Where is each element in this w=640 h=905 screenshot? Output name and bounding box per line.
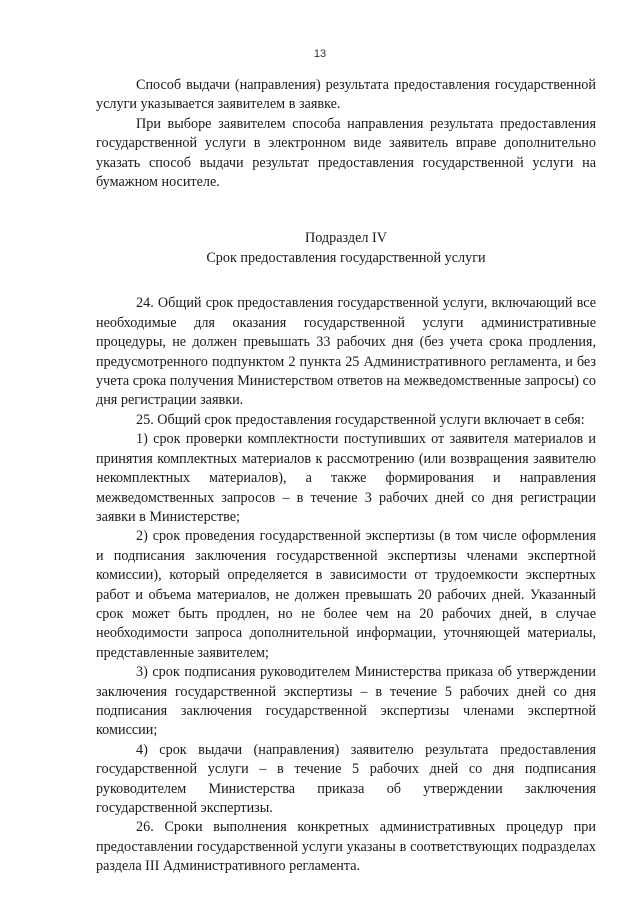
paragraph-26: 26. Сроки выполнения конкретных административных процедур при предоставлении государственной услуги указаны в соответствующих подразделах раздела III Административного регламента. (96, 819, 596, 875)
paragraph-25-item-1: 1) срок проверки комплектности поступивших от заявителя материалов и принятия комплектных материалов к рассмотрению (или возвращения заявителю некомплектных материалов), а также формирования и направления межведомственных запросов – в течение 3 рабочих дней со дня регистрации заявки в Министерстве; (96, 431, 596, 525)
intro-paragraph-1: Способ выдачи (направления) результата предоставления государственной услуги указывается заявителем в заявке. (96, 77, 596, 113)
page-number: 13 (313, 48, 327, 60)
section-title: Подраздел IV (304, 230, 387, 247)
section-subtitle: Срок предоставления государственной услуги (206, 250, 486, 267)
paragraph-25-item-4: 4) срок выдачи (направления) заявителю результата предоставления государственной услуги – в течение 5 рабочих дней со дня подписания руководителем Министерства приказа об утверждении заключения государственной экспертизы. (96, 741, 596, 816)
paragraph-24: 24. Общий срок предоставления государственной услуги, включающий все необходимые для оказания государственной услуги административные процедуры, не должен превышать 33 рабочих дня (без учета срока продления, предусмотренного подпунктом 2 пункта 25 Административного регламента, и без учета срока получения Министерством ответов на межведомственные запросы) со дня регистрации заявки. (96, 295, 596, 409)
paragraph-25-item-2: 2) срок проведения государственной экспертизы (в том числе оформления и подписания заключения государственной экспертизы членами экспертной комиссии), который определяется в зависимости от трудоемкости экспертных работ и объема материалов, не должен превышать 20 рабочих дней. Указанный срок может быть продлен, но не более чем на 20 рабочих дней, в случае необходимости запроса дополнительной информации, уточняющей материалы, представленные заявителем; (96, 528, 596, 661)
intro-paragraph-2: При выборе заявителем способа направления результата предоставления государственной услуги в электронном виде заявитель вправе дополнительно указать способ выдачи результат предоставления государственной услуги на бумажном носителе. (96, 115, 596, 191)
section-heading-block (96, 228, 596, 268)
document-content (96, 76, 596, 877)
paragraph-25: 25. Общий срок предоставления государственной услуги включает в себя: (136, 411, 585, 428)
paragraph-25-item-3: 3) срок подписания руководителем Министерства приказа об утверждении заключения государственной экспертизы – в течение 5 рабочих дней со дня подписания заключения государственной экспертизы членами экспертной комиссии; (96, 664, 596, 739)
